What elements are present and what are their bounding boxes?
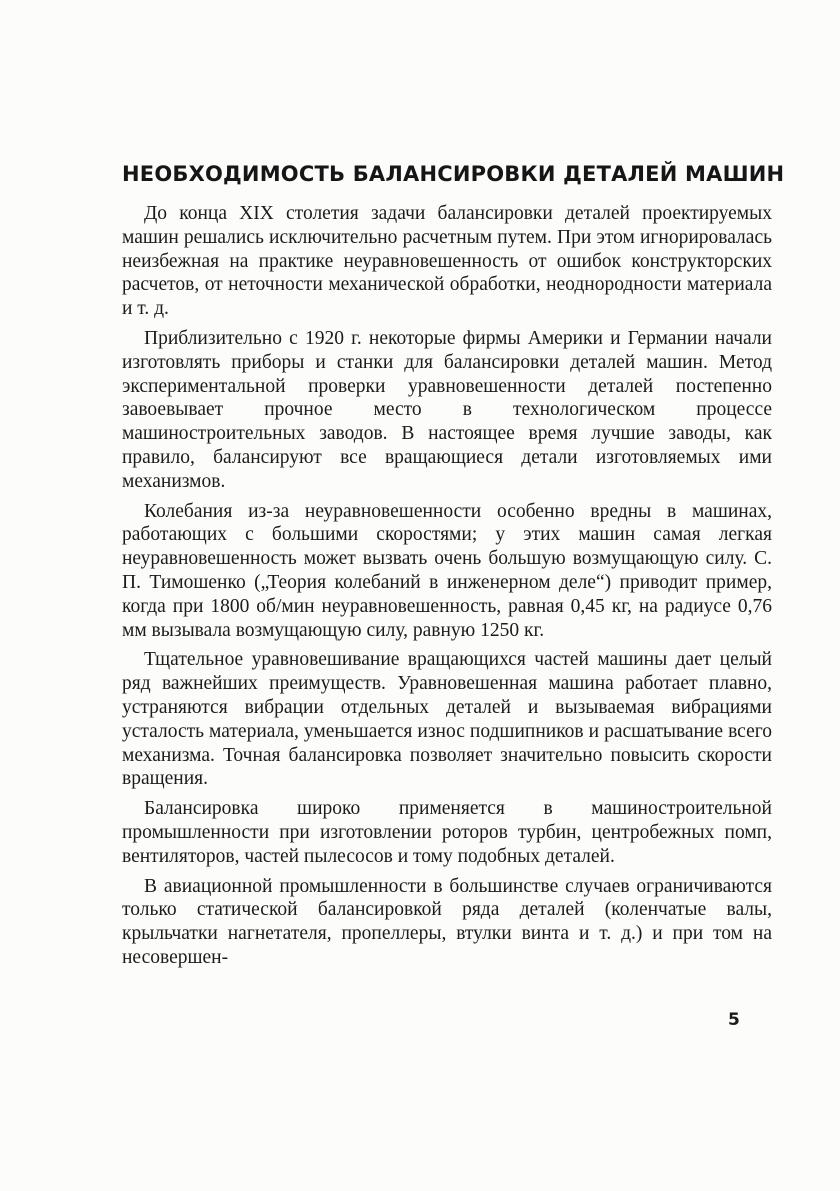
paragraph-5: Балансировка широко применяется в машиностроительной промышленности при изготовлении роторов турбин, центробежных помп, вентиляторов, частей пылесосов и тому подобных деталей.	[122, 798, 772, 867]
paragraph-2: Приблизительно с 1920 г. некоторые фирмы Америки и Германии начали изготовлять приборы и станки для балансировки деталей машин. Метод экспериментальной проверки уравновешенности деталей постепенно завоевывает прочное место в технологическом процессе машиностроительных заводов. В настоящее время лучшие заводы, как правило, балансируют все вращающиеся детали изготовляемых ими механизмов.	[122, 327, 772, 492]
paragraph-3: Колебания из-за неуравновешенности особенно вредны в машинах, работающих с большими скоростями; у этих машин самая легкая неуравновешенность может вызвать очень большую возмущающую силу. С. П. Тимошенко („Теория колебаний в инженерном деле“) приводит пример, когда при 1800 об/мин неуравновешенность, равная 0,45 кг, на радиусе 0,76 мм вызывала возмущающую силу, равную 1250 кг.	[122, 500, 772, 641]
chapter-heading: НЕОБХОДИМОСТЬ БАЛАНСИРОВКИ ДЕТАЛЕЙ МАШИН	[122, 162, 785, 186]
paragraph-6: В авиационной промышленности в большинстве случаев ограничиваются только статической балансировкой ряда деталей (коленчатые валы, крыльчатки нагнетателя, пропеллеры, втулки винта и т. д.) и при том на несовершен-	[122, 875, 772, 968]
paragraph-4: Тщательное уравновешивание вращающихся частей машины дает целый ряд важнейших преимуществ. Уравновешенная машина работает плавно, устраняются вибрации отдельных деталей и вызываемая вибрациями усталость материала, уменьшается износ подшипников и расшатывание всего механизма. Точная балансировка позволяет значительно повысить скорости вращения.	[122, 649, 772, 790]
paragraph-1: До конца XIX столетия задачи балансировки деталей проектируемых машин решались исключительно расчетным путем. При этом игнорировалась неизбежная на практике неуравновешенность от ошибок конструкторских расчетов, от неточности механической обработки, неоднородности материала и т. д.	[122, 203, 772, 320]
page-number: 5	[728, 1010, 740, 1030]
page-text	[122, 160, 785, 976]
